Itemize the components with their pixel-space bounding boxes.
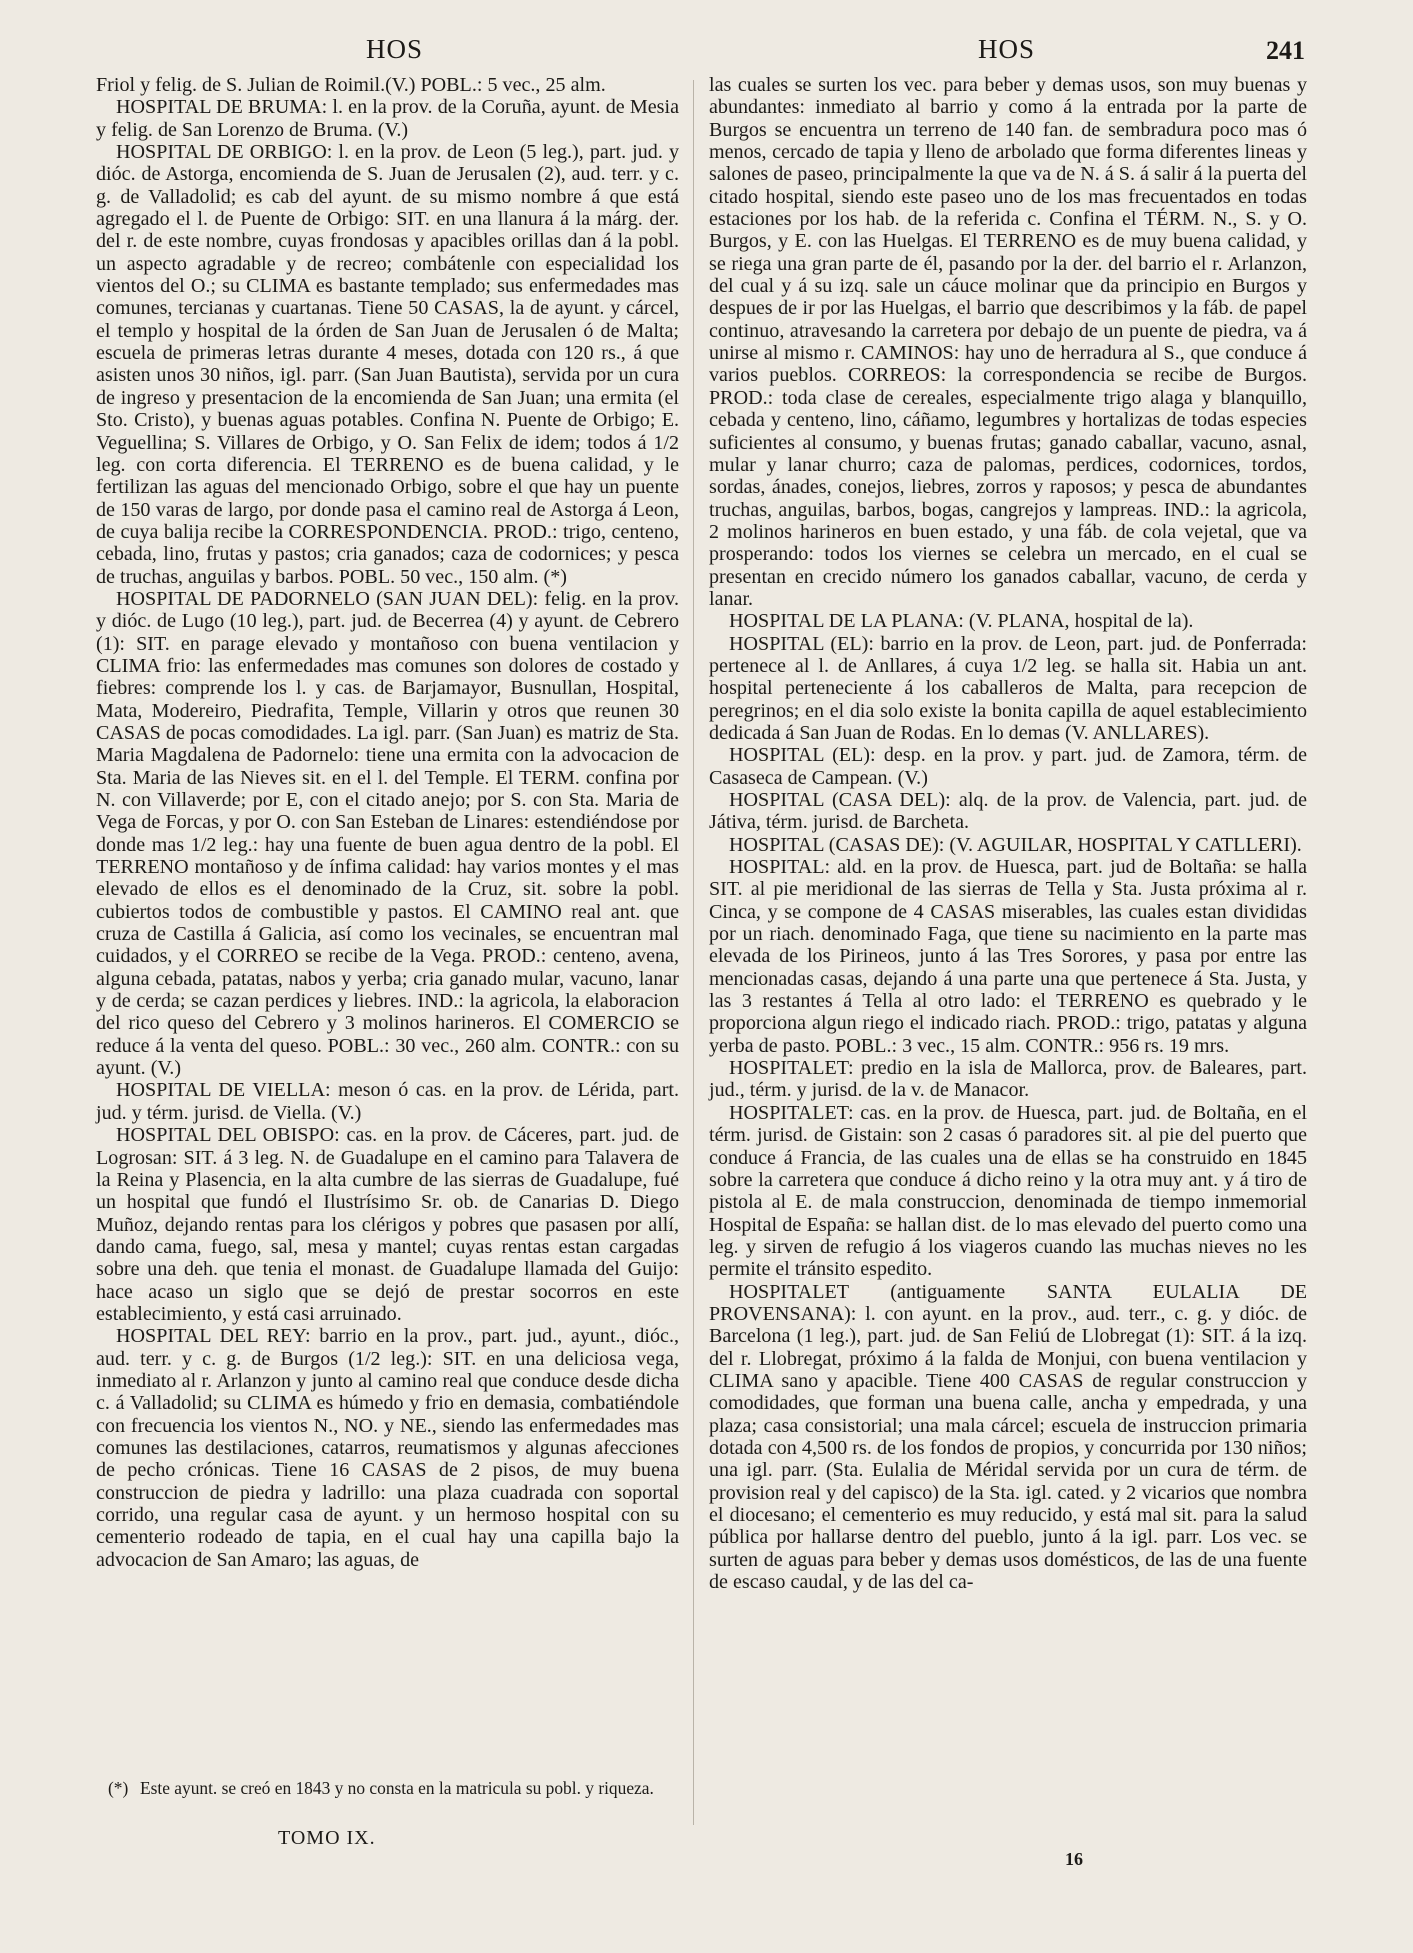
page-number: 241 <box>1266 36 1305 65</box>
running-head-right: HOS <box>978 34 1036 64</box>
footnote-mark: (*) <box>108 1778 129 1798</box>
dictionary-entry: HOSPITAL DE LA PLANA: (V. PLANA, hospital de la). <box>729 610 1194 633</box>
dictionary-entry: HOSPITAL (CASA DEL): alq. de la prov. de Valencia, part. jud. de Játiva, térm. jurisd. de Barcheta. <box>709 789 1307 834</box>
dictionary-entry: HOSPITAL DE PADORNELO (SAN JUAN DEL): felig. en la prov. y dióc. de Lugo (10 leg.), part. jud. de Becerrea (4) y ayunt. de Cebrero (1): SIT. en parage elevado y montañoso con buena ventilacion y CLIMA frio: las enfermedades mas comunes son dolores de costado y fiebres: comprende los l. y cas. de Barjamayor, Busnullan, Hospital, Mata, Modereiro, Piedrafita, Temple, Villarin y otros que reunen 30 CASAS de pocas comodidades. La igl. parr. (San Juan) es matriz de Sta. Maria Magdalena de Padornelo: tiene una ermita con la advocacion de Sta. Maria de las Nieves sit. en el l. del Temple. El TERM. confina por N. con Villaverde; por E, con el citado anejo; por S. con Sta. Maria de Vega de Forcas, y por O. con San Esteban de Linares: estendiéndose por donde mas 1/2 leg.: hay una fuente de buen agua dentro de la pobl. El TERRENO montañoso y de ínfima calidad: hay varios montes y el mas elevado de ellos es el denominado de la Cruz, sit. sobre la pobl. cubiertos todos de combustible y pastos. El CAMINO real ant. que cruza de Castilla á Galicia, así como los vecinales, se encuentran mal cuidados, y el CORREO se recibe de la Vega. PROD.: centeno, avena, alguna cebada, patatas, nabos y yerba; cria ganado mular, vacuno, lanar y de cerda; se cazan perdices y liebres. IND.: la agricola, la elaboracion del rico queso del Cebrero y 3 molinos harineros. El COMERCIO se reduce á la venta del queso. POBL.: 30 vec., 260 alm. CONTR.: con su ayunt. (V.) <box>96 587 679 1080</box>
dictionary-entry: HOSPITALET: cas. en la prov. de Huesca, part. jud. de Boltaña, en el térm. jurisd. de Gistain: son 2 casas ó paradores sit. al pie del puerto que conduce á Francia, de las cuales una de ellas se ha construido en 1845 sobre la carretera que conduce á dicho reino y la otra muy ant. y á tiro de pistola al E. de mala construccion, denominada de tiempo inmemorial Hospital de España: se hallan dist. de lo mas elevado del puerto como una leg. y sirven de refugio á los viageros cuando las muchas nieves no les permite el tránsito espedito. <box>709 1101 1307 1281</box>
signature-mark: 16 <box>1065 1849 1083 1869</box>
dictionary-entry: HOSPITALET (antiguamente SANTA EULALIA DE PROVENSANA): l. con ayunt. en la prov., aud. terr., c. g. y dióc. de Barcelona (1 leg.), part. jud. de San Feliú de Llobregat (1): SIT. á la izq. del r. Llobregat, próximo á la falda de Monjui, con buena ventilacion y CLIMA sano y apacible. Tiene 400 CASAS de regular construccion y comodidades, que forman una buena calle, ancha y empedrada, y una plaza; casa consistorial; una mala cárcel; escuela de instruccion primaria dotada con 4,500 rs. de los fondos de propios, y concurrida por 130 niños; una igl. parr. (Sta. Eulalia de Méridal servida por un cura de térm. de provision real y del capisco) de la Sta. igl. cated. y 2 vicarios que nombra el diocesano; el cementerio es muy reducido, y está mal sit. para la salud pública por hallarse dentro del pueblo, junto á la igl. parr. Los vec. se surten de aguas para beber y demas usos domésticos, de las de una fuente de escaso caudal, y de las del ca- <box>709 1280 1307 1594</box>
dictionary-entry: HOSPITALET: predio en la isla de Mallorca, prov. de Baleares, part. jud., térm. y jurisd. de la v. de Manacor. <box>709 1057 1307 1102</box>
footnote <box>96 1778 679 1798</box>
footnote-text: Este ayunt. se creó en 1843 y no consta en la matricula su pobl. y riqueza. <box>140 1778 654 1798</box>
left-column <box>96 74 679 1571</box>
column-divider <box>693 80 694 1825</box>
dictionary-entry: Friol y felig. de S. Julian de Roimil.(V.) POBL.: 5 vec., 25 alm. <box>96 74 606 96</box>
dictionary-entry: las cuales se surten los vec. para beber y demas usos, son muy buenas y abundantes: inmediato al barrio y como á la entrada por la parte de Burgos se encuentra un terreno de 140 fan. de sembradura poco mas ó menos, cercado de tapia y lleno de arbolado que forma diferentes lineas y salones de paseo, principalmente la que va de N. á S. á salir á la puerta del citado hospital, siendo este paseo uno de los mas frecuentados en todas estaciones por los hab. de la referida c. Confina el TÉRM. N., S. y O. Burgos, y E. con las Huelgas. El TERRENO es de muy buena calidad, y se riega una gran parte de él, pasando por la der. del barrio el r. Arlanzon, del cual y á su izq. sale un cáuce molinar que da principio en Burgos y despues de ir por las Huelgas, el barrio que describimos y la fáb. de papel continuo, atravesando la carretera por debajo de un puente de piedra, va á unirse al mismo r. CAMINOS: hay uno de herradura al S., que conduce á varios pueblos. CORREOS: la correspondencia se recibe de Burgos. PROD.: toda clase de cereales, especialmente trigo alaga y blanquillo, cebada y centeno, lino, cáñamo, legumbres y hortalizas de todas especies suficientes al consumo, y buenas frutas; ganado caballar, vacuno, asnal, mular y lanar churro; caza de palomas, perdices, codornices, tordos, sordas, ánades, conejos, liebres, zorros y raposos; y pesca de abundantes truchas, anguilas, barbos, bogas, cangrejos y lampreas. IND.: la agricola, 2 molinos harineros en buen estado, y una fáb. de cola vejetal, que va prosperando: todos los viernes se celebra un mercado, en el cual se presentan en crecido número los ganados caballar, vacuno, de cerda y lanar. <box>709 74 1307 610</box>
dictionary-entry: HOSPITAL DE BRUMA: l. en la prov. de la Coruña, ayunt. de Mesia y felig. de San Lorenzo de Bruma. (V.) <box>96 96 679 141</box>
dictionary-entry: HOSPITAL (EL): desp. en la prov. y part. jud. de Zamora, térm. de Casaseca de Campean. (V.) <box>709 744 1307 789</box>
dictionary-entry: HOSPITAL (EL): barrio en la prov. de Leon, part. jud. de Ponferrada: pertenece al l. de Anllares, á cuya 1/2 leg. se halla sit. Habia un ant. hospital perteneciente á los caballeros de Malta, para recepcion de peregrinos; en el dia solo existe la bonita capilla de aquel establecimiento dedicada á San Juan de Rodas. En lo demas (V. ANLLARES). <box>709 632 1307 744</box>
right-column <box>709 74 1307 1593</box>
volume-label: TOMO IX. <box>278 1827 376 1849</box>
dictionary-entry: HOSPITAL: ald. en la prov. de Huesca, part. jud de Boltaña: se halla SIT. al pie meridional de las sierras de Tella y Sta. Justa próxima al r. Cinca, y se compone de 4 CASAS miserables, las cuales estan divididas por un riach. denominado Faga, que tiene su nacimiento en la parte mas elevada de los Pirineos, junto á las Tres Sorores, y pasa por entre las mencionadas casas, dejando á una parte una que pertenece á Sta. Justa, y las 3 restantes á Tella al otro lado: el TERRENO es quebrado y le proporciona algun riego el indicado riach. PROD.: trigo, patatas y alguna yerba de pasto. POBL.: 3 vec., 15 alm. CONTR.: 956 rs. 19 mrs. <box>709 856 1307 1057</box>
dictionary-entry: HOSPITAL DEL REY: barrio en la prov., part. jud., ayunt., dióc., aud. terr. y c. g. de Burgos (1/2 leg.): SIT. en una deliciosa vega, inmediato al r. Arlanzon y junto al camino real que conduce desde dicha c. á Valladolid; su CLIMA es húmedo y frio en demasia, combatiéndole con frecuencia los vientos N., NO. y NE., siendo las enfermedades mas comunes las destilaciones, catarros, reumatismos y algunas afecciones de pecho crónicas. Tiene 16 CASAS de 2 pisos, de muy buena construccion de piedra y ladrillo: una plaza cuadrada con soportal corrido, una regular casa de ayunt. y un hermoso hospital con su cementerio rodeado de tapia, en el cual hay una capilla bajo la advocacion de San Amaro; las aguas, de <box>96 1325 679 1571</box>
running-head-left: HOS <box>366 34 424 64</box>
dictionary-entry: HOSPITAL DE ORBIGO: l. en la prov. de Leon (5 leg.), part. jud. y dióc. de Astorga, encomienda de S. Juan de Jerusalen (2), aud. terr. y c. g. de Valladolid; es cab del ayunt. de su mismo nombre á que está agregado el l. de Puente de Orbigo: SIT. en una llanura á la márg. der. del r. de este nombre, cuyas frondosas y apacibles orillas dan á la pobl. un aspecto agradable y de recreo; combátenle con especialidad los vientos del O.; su CLIMA es bastante templado; sus enfermedades mas comunes, tercianas y cuartanas. Tiene 50 CASAS, la de ayunt. y cárcel, el templo y hospital de la órden de San Juan de Jerusalen ó de Malta; escuela de primeras letras durante 4 meses, dotada con 120 rs., á que asisten unos 30 niños, igl. parr. (San Juan Bautista), servida por un cura de ingreso y presentacion de la encomienda de San Juan; una ermita (el Sto. Cristo), y buenas aguas potables. Confina N. Puente de Orbigo; E. Veguellina; S. Villares de Orbigo, y O. San Felix de idem; todos á 1/2 leg. con corta diferencia. El TERRENO es de buena calidad, y le fertilizan las aguas del mencionado Orbigo, sobre el que hay un puente de 150 varas de largo, por donde pasa el camino real de Astorga á Leon, de cuya balija recibe la CORRESPONDENCIA. PROD.: trigo, centeno, cebada, lino, frutas y pastos; cria ganados; caza de codornices; y pesca de truchas, anguilas y barbos. POBL. 50 vec., 150 alm. (*) <box>96 141 679 588</box>
dictionary-entry: HOSPITAL DEL OBISPO: cas. en la prov. de Cáceres, part. jud. de Logrosan: SIT. á 3 leg. N. de Guadalupe en el camino para Talavera de la Reina y Plasencia, en la alta cumbre de las sierras de Guadalupe, fué un hospital que fundó el Ilustrísimo Sr. ob. de Canarias D. Diego Muñoz, dejando rentas para los clérigos y pobres que pasasen por allí, dando cama, fuego, sal, mesa y mantel; cuyas rentas estan cargadas sobre una deh. que tenia el monast. de Guadalupe llamada del Guijo: hace acaso un siglo que se dejó de prestar socorros en este establecimiento, y está casi arruinado. <box>96 1124 679 1325</box>
dictionary-entry: HOSPITAL DE VIELLA: meson ó cas. en la prov. de Lérida, part. jud. y térm. jurisd. de Viella. (V.) <box>96 1079 679 1124</box>
dictionary-entry: HOSPITAL (CASAS DE): (V. AGUILAR, HOSPITAL Y CATLLERI). <box>729 833 1302 856</box>
